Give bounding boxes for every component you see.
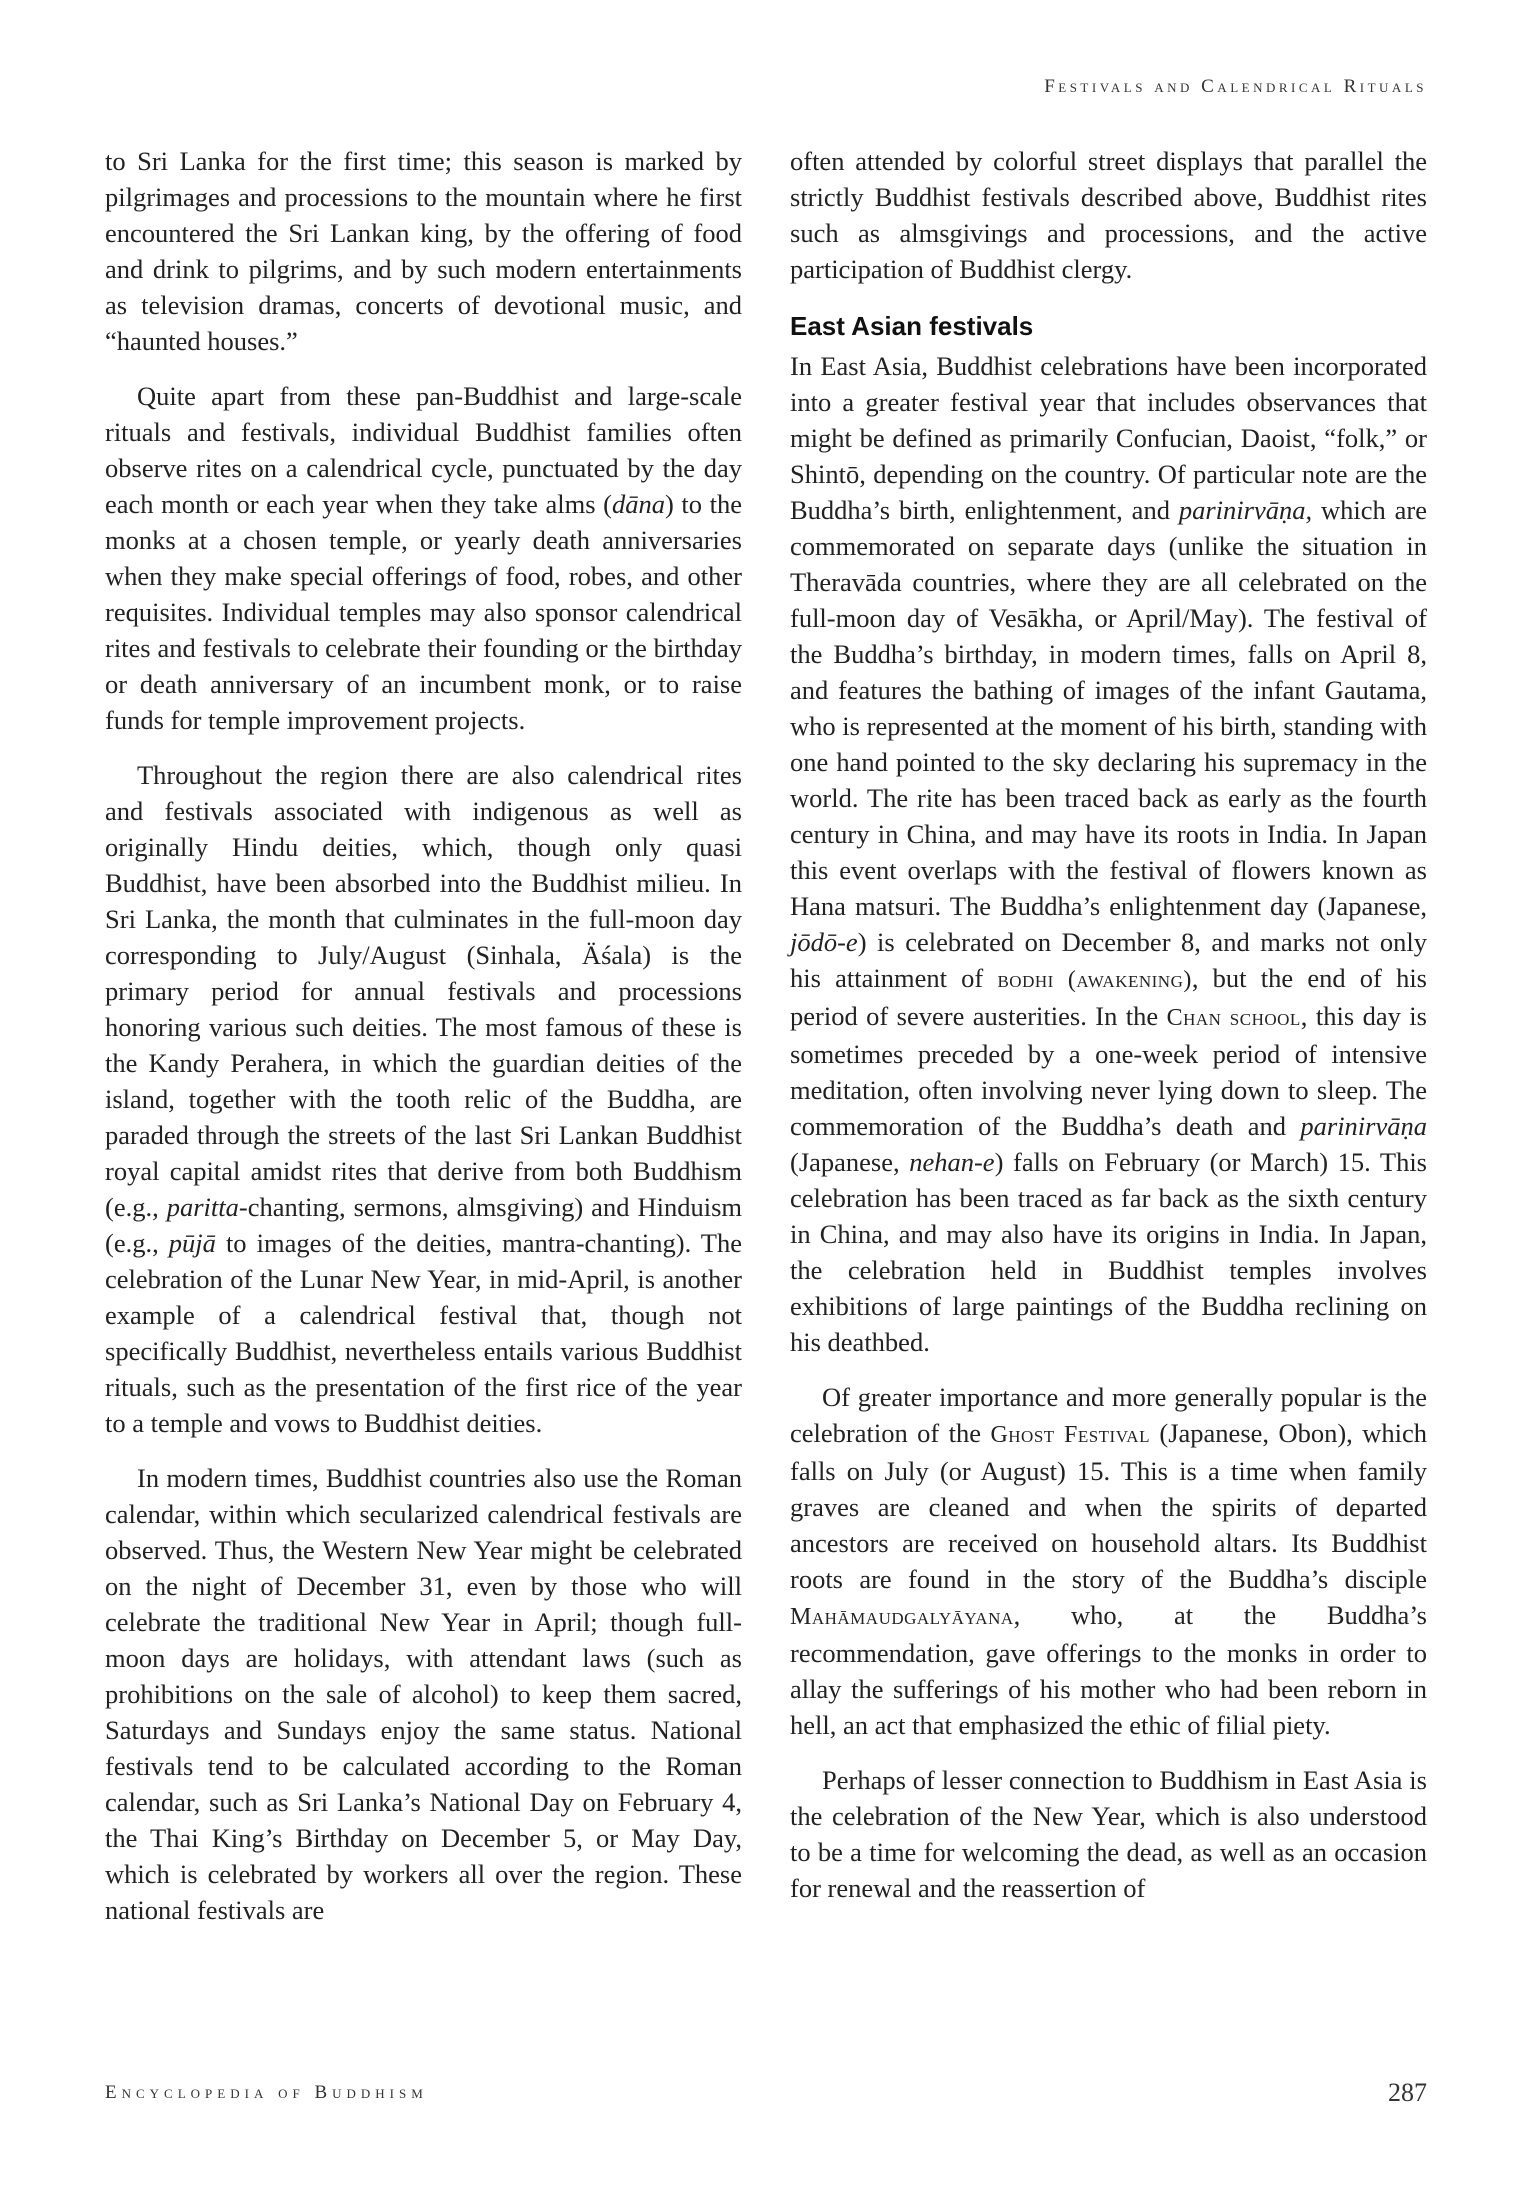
paragraph: In modern times, Buddhist countries also use the Roman calendar, within which secularized calendrical festivals are observed. Thus, the Western New Year might be celebrated on the night of December 31, even by those who will celebrate the traditional New Year in April; though full-moon days are holidays, with attendant laws (such as prohibitions on the sale of alcohol) to keep them sacred, Saturdays and Sundays enjoy the same status. National festivals tend to be calculated according to the Roman calendar, such as Sri Lanka’s National Day on February 4, the Thai King’s Birthday on December 5, or May Day, which is celebrated by workers all over the region. These national festivals are bbox=[105, 1463, 742, 1925]
paragraph: Throughout the region there are also calendrical rites and festivals associated with indigenous as well as originally Hindu deities, which, though only quasi Buddhist, have been absorbed into the Buddhist milieu. In Sri Lanka, the month that culminates in the full-moon day corresponding to July/August (Sinhala, Äśala) is the primary period for annual festivals and processions honoring various such deities. The most famous of these is the Kandy Perahera, in which the guardian deities of the island, together with the tooth relic of the Buddha, are paraded through the streets of the last Sri Lankan Buddhist royal capital amidst rites that derive from both Buddhism (e.g., paritta-chanting, sermons, almsgiving) and Hinduism (e.g., pūjā to images of the deities, mantra-chanting). The celebration of the Lunar New Year, in mid-April, is another example of a calendrical festival that, though not specifically Buddhist, nevertheless entails various Buddhist rituals, such as the presentation of the first rice of the year to a temple and vows to Buddhist deities. bbox=[105, 760, 742, 1438]
cross-reference: Ghost Festival bbox=[990, 1422, 1150, 1448]
cross-reference: bodhi (awakening) bbox=[997, 967, 1192, 993]
cross-reference: Chan school bbox=[1166, 1005, 1301, 1031]
running-head: Festivals and Calendrical Rituals bbox=[1044, 76, 1427, 97]
paragraph: Of greater importance and more generally popular is the celebration of the Ghost Festival (Japanese, Obon), which falls on July (or August) 15. This is a time when family graves are cleaned and when the spirits of departed ancestors are received on household altars. Its Buddhist roots are found in the story of the Buddha’s disciple Mahāmaudgalyāyana, who, at the Buddha’s recommendation, gave offerings to the monks in order to allay the sufferings of his mother who had been reborn in hell, an act that emphasized the ethic of filial piety. bbox=[790, 1382, 1427, 1740]
paragraph: In East Asia, Buddhist celebrations have been incorporated into a greater festival year that includes observances that might be defined as primarily Confucian, Daoist, “folk,” or Shintō, depending on the country. Of particular note are the Buddha’s birth, enlightenment, and parinirvāṇa, which are commemorated on separate days (unlike the situation in Theravāda countries, where they are all celebrated on the full-moon day of Vesākha, or April/May). The festival of the Buddha’s birthday, in modern times, falls on April 8, and features the bathing of images of the infant Gautama, who is represented at the moment of his birth, standing with one hand pointed to the sky declaring his supremacy in the world. The rite has been traced back as early as the fourth century in China, and may have its roots in India. In Japan this event overlaps with the festival of flowers known as Hana matsuri. The Buddha’s enlightenment day (Japanese, jōdō-e) is celebrated on December 8, and marks not only his attainment of bodhi (awakening), but the end of his period of severe austerities. In the Chan school, this day is sometimes preceded by a one-week period of intensive meditation, often involving never lying down to sleep. The commemoration of the Buddha’s death and parinirvāṇa (Japanese, nehan-e) falls on February (or March) 15. This celebration has been traced as far back as the sixth century in China, and may also have its origins in India. In Japan, the celebration held in Buddhist temples involves exhibitions of large paintings of the Buddha reclining on his deathbed. bbox=[790, 351, 1427, 1357]
footer-book-title: Encyclopedia of Buddhism bbox=[105, 2082, 428, 2103]
left-column bbox=[105, 143, 742, 1947]
paragraph: Quite apart from these pan-Buddhist and large-scale rituals and festivals, individual Buddhist families often observe rites on a calendrical cycle, punctuated by the day each month or each year when they take alms (dāna) to the monks at a chosen temple, or yearly death anniversaries when they make special offerings of food, robes, and other requisites. Individual temples may also sponsor calendrical rites and festivals to celebrate their founding or the birthday or death anniversary of an incumbent monk, or to raise funds for temple improvement projects. bbox=[105, 381, 742, 735]
page-number: 287 bbox=[1388, 2078, 1427, 2107]
cross-reference: Mahāmaudgalyāyana bbox=[790, 1604, 1014, 1630]
section-heading: East Asian festivals bbox=[790, 311, 1034, 341]
paragraph: Perhaps of lesser connection to Buddhism in East Asia is the celebration of the New Year, which is also understood to be a time for welcoming the dead, as well as an occasion for renewal and the reassertion of bbox=[790, 1765, 1427, 1903]
right-column bbox=[790, 143, 1427, 1925]
paragraph: often attended by colorful street displays that parallel the strictly Buddhist festivals described above, Buddhist rites such as almsgivings and processions, and the active participation of Buddhist clergy. bbox=[790, 146, 1427, 284]
paragraph: to Sri Lanka for the first time; this season is marked by pilgrimages and processions to the mountain where he first encountered the Sri Lankan king, by the offering of food and drink to pilgrims, and by such modern entertainments as television dramas, concerts of devotional music, and “haunted houses.” bbox=[105, 146, 742, 356]
